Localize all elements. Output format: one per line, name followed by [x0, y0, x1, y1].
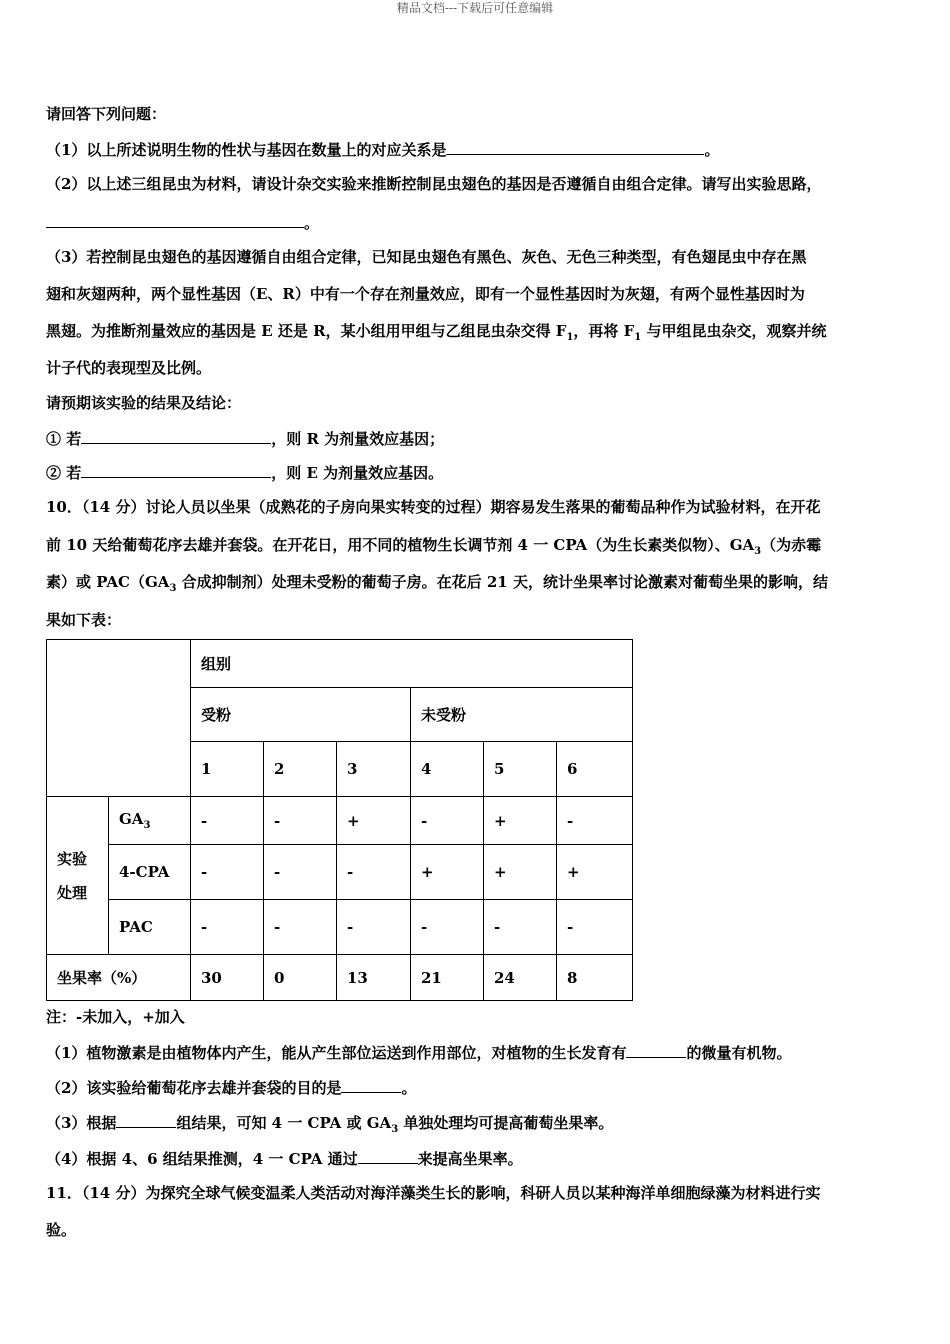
table-cell: - [264, 845, 337, 900]
group-number: 3 [337, 742, 411, 797]
pac-label: PAC [109, 900, 191, 955]
table-cell: - [484, 900, 557, 955]
table-note: 注：-未加入，+加入 [46, 1008, 185, 1026]
table-cell: - [557, 797, 633, 845]
q9-part3-line4: 计子代的表现型及比例。 [46, 359, 212, 377]
results-table [46, 639, 633, 1001]
table-cell: 8 [557, 955, 633, 1001]
pollinated-header: 受粉 [191, 688, 411, 742]
table-cell: - [411, 797, 484, 845]
q9-result-1: ① 若 ，则 R 为剂量效应基因； [46, 430, 445, 448]
q10-line2: 前 10 天给葡萄花序去雄并套袋。在开花日，用不同的植物生长调节剂 4 一 CPA（为生长素类似物）、$GA_3$（为赤霉 [46, 536, 822, 557]
answer-blank[interactable] [626, 1042, 686, 1058]
cpa-label: 4-CPA [109, 845, 191, 900]
q10-sub3: （3）根据 组结果，可知 4 一 CPA 或 $GA_3$ 单独处理均可提高葡萄坐果率。 [46, 1114, 614, 1135]
table-cell: 13 [337, 955, 411, 1001]
table-cell: - [191, 845, 264, 900]
table-cell: 24 [484, 955, 557, 1001]
ga3-label: $GA_3$ [109, 797, 191, 845]
q9-prompt: 请回答下列问题： [46, 105, 167, 123]
q10-sub1: （1）植物激素是由植物体内产生，能从产生部位运送到作用部位，对植物的生长发育有 的微量有机物。 [46, 1044, 792, 1062]
answer-blank[interactable] [446, 139, 704, 155]
q9-part3-line3: 黑翅。为推断剂量效应的基因是 E 还是 R，某小组用甲组与乙组昆虫杂交得 $F_1$，再将 $F_1$ 与甲组昆虫杂交，观察并统 [46, 322, 827, 343]
table-cell: + [411, 845, 484, 900]
q9-part2-line2: 。 [46, 212, 319, 233]
table-cell: - [191, 900, 264, 955]
table-cell: + [557, 845, 633, 900]
q9-part1: （1）以上所述说明生物的性状与基因在数量上的对应关系是 。 [46, 141, 720, 159]
q9-predict: 请预期该实验的结果及结论： [46, 394, 242, 412]
group-number: 6 [557, 742, 633, 797]
page-header: 精品文档---下载后可任意编辑 [396, 1, 554, 15]
table-cell: 0 [264, 955, 337, 1001]
unpollinated-header: 未受粉 [411, 688, 633, 742]
q9-part2-line1: （2）以上述三组昆虫为材料，请设计杂交实验来推断控制昆虫翅色的基因是否遵循自由组合定律。请写出实验思路， [46, 175, 822, 193]
group-number: 4 [411, 742, 484, 797]
table-cell: 21 [411, 955, 484, 1001]
table-cell: - [337, 900, 411, 955]
answer-blank[interactable] [81, 428, 271, 444]
group-number: 2 [264, 742, 337, 797]
table-cell: - [191, 797, 264, 845]
q11-line2: 验。 [46, 1221, 77, 1239]
answer-blank[interactable] [358, 1148, 418, 1164]
table-cell: - [337, 845, 411, 900]
table-cell: - [557, 900, 633, 955]
q9-part3-line2: 翅和灰翅两种，两个显性基因（E、R）中有一个存在剂量效应，即有一个显性基因时为灰翅，有两个显性基因时为 [46, 285, 805, 303]
table-cell: - [264, 900, 337, 955]
rate-label: 坐果率（%） [47, 955, 191, 1001]
table-cell: + [484, 845, 557, 900]
answer-blank[interactable] [341, 1077, 401, 1093]
answer-blank[interactable] [46, 212, 304, 228]
group-header: 组别 [191, 640, 633, 688]
table-cell: + [337, 797, 411, 845]
table-cell: - [411, 900, 484, 955]
q9-part3-line1: （3）若控制昆虫翅色的基因遵循自由组合定律，已知昆虫翅色有黑色、灰色、无色三种类型，有色翅昆虫中存在黑 [46, 248, 807, 266]
q10-line1: 10．（14 分）讨论人员以坐果（成熟花的子房向果实转变的过程）期容易发生落果的葡萄品种作为试验材料，在开花 [46, 498, 821, 516]
q10-sub4: （4）根据 4、6 组结果推测，4 一 CPA 通过 来提高坐果率。 [46, 1150, 523, 1168]
table-cell: + [484, 797, 557, 845]
table-cell: 30 [191, 955, 264, 1001]
group-number: 1 [191, 742, 264, 797]
q11-line1: 11．（14 分）为探究全球气候变温柔人类活动对海洋藻类生长的影响，科研人员以某种海洋单细胞绿藻为材料进行实 [46, 1184, 821, 1202]
table-corner [47, 640, 191, 797]
q10-sub2: （2）该实验给葡萄花序去雄并套袋的目的是 。 [46, 1079, 417, 1097]
q9-result-2: ② 若 ，则 E 为剂量效应基因。 [46, 464, 444, 482]
q10-line3: 素）或 $PAC(GA_3$ 合成抑制剂）处理未受粉的葡萄子房。在花后 21 天，统计坐果率讨论激素对葡萄坐果的影响，结 [46, 573, 828, 594]
group-number: 5 [484, 742, 557, 797]
answer-blank[interactable] [81, 462, 271, 478]
treatment-label: 实验 处理 [47, 797, 109, 955]
answer-blank[interactable] [116, 1112, 176, 1128]
q10-line4: 果如下表： [46, 611, 122, 629]
table-cell: - [264, 797, 337, 845]
